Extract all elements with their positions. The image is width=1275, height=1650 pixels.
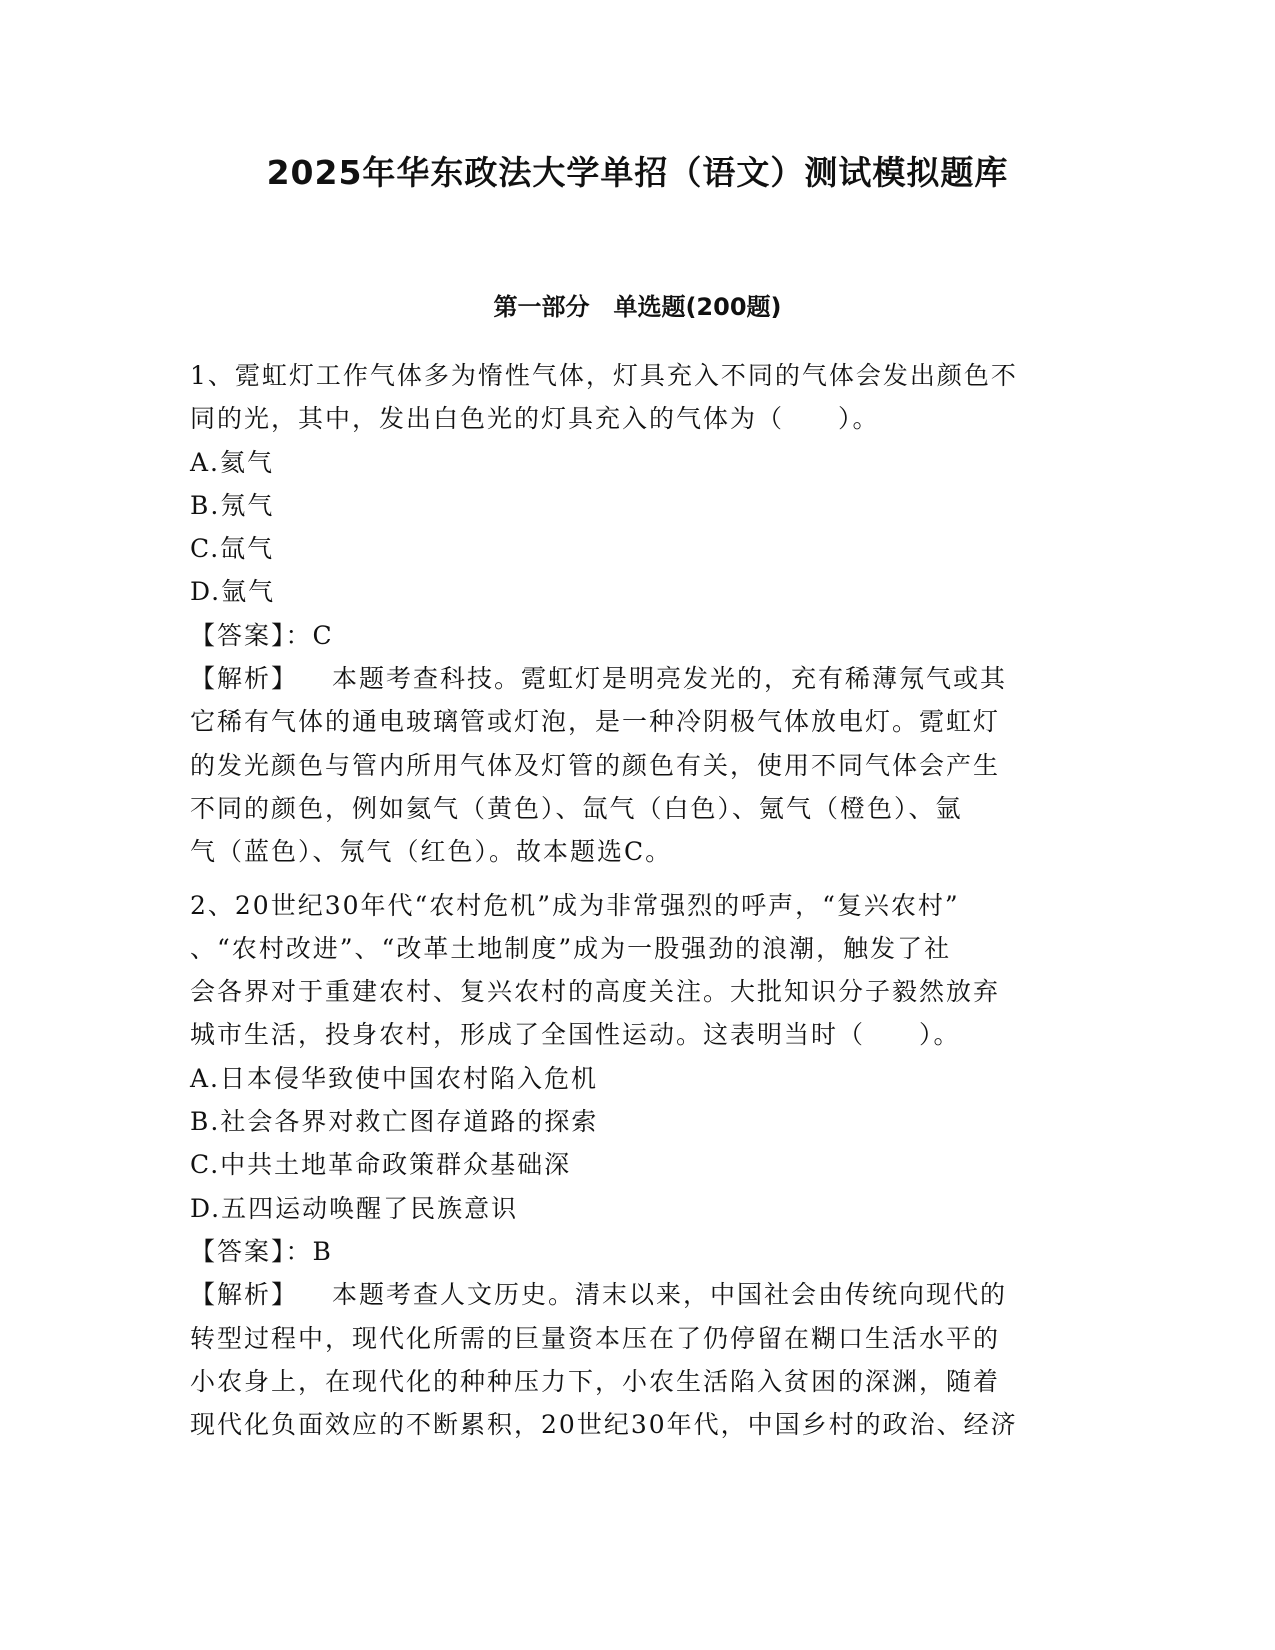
explanation-text: 本题考查科技。霓虹灯是明亮发光的，充有稀薄氖气或其 [332, 664, 1008, 694]
question-stem-line: 同的光，其中，发出白色光的灯具充入的气体为（ ）。 [190, 404, 880, 434]
question-item [190, 354, 1095, 874]
explanation-line: 的发光颜色与管内所用气体及灯管的颜色有关，使用不同气体会产生 [190, 750, 1001, 780]
option-b: B.氖气 [190, 490, 275, 520]
explanation-text: 本题考查人文历史。清末以来，中国社会由传统向现代的 [332, 1280, 1008, 1310]
option-d: D.五四运动唤醒了民族意识 [190, 1193, 519, 1223]
explanation-line: 它稀有气体的通电玻璃管或灯泡，是一种冷阴极气体放电灯。霓虹灯 [190, 707, 1001, 737]
question-list [190, 354, 1095, 1456]
explanation-line [190, 657, 1095, 700]
answer-label: 【答案】： [190, 620, 313, 650]
explanation-label: 【解析】 [190, 1280, 299, 1310]
question-stem-line: 2、20世纪30年代“农村危机”成为非常强烈的呼声，“复兴农村” [190, 890, 960, 920]
question-stem-line: 1、霓虹灯工作气体多为惰性气体，灯具充入不同的气体会发出颜色不 [190, 361, 1018, 390]
question-stem-line: 、“农村改进”、“改革土地制度”成为一股强劲的浪潮，触发了社 [190, 933, 952, 963]
option-c: C.氙气 [190, 534, 275, 564]
answer-value: C [312, 620, 334, 650]
option-c: C.中共土地革命政策群众基础深 [190, 1150, 572, 1180]
question-stem-line: 城市生活，投身农村，形成了全国性运动。这表明当时（ ）。 [190, 1020, 961, 1050]
option-b: B.社会各界对救亡图存道路的探索 [190, 1107, 599, 1137]
question-item [190, 884, 1095, 1447]
document-title: 2025年华东政法大学单招（语文）测试模拟题库 [266, 153, 1009, 192]
explanation-line [190, 1273, 1095, 1316]
answer-line [190, 614, 1095, 657]
option-a: A.氦气 [190, 447, 275, 477]
option-a: A.日本侵华致使中国农村陷入危机 [190, 1063, 599, 1093]
section-title: 第一部分 单选题(200题) [493, 293, 782, 321]
explanation-line: 气（蓝色）、氖气（红色）。故本题选C。 [190, 837, 673, 867]
explanation-label: 【解析】 [190, 664, 299, 694]
question-stem-line: 会各界对于重建农村、复兴农村的高度关注。大批知识分子毅然放弃 [190, 977, 1001, 1007]
explanation-line: 不同的颜色，例如氦气（黄色）、氙气（白色）、氪气（橙色）、氩 [190, 793, 963, 823]
answer-line [190, 1230, 1095, 1273]
option-d: D.氩气 [190, 577, 276, 607]
answer-value: B [312, 1236, 333, 1266]
explanation-line: 转型过程中，现代化所需的巨量资本压在了仍停留在糊口生活水平的 [190, 1323, 1001, 1353]
answer-label: 【答案】： [190, 1236, 313, 1266]
explanation-line: 现代化负面效应的不断累积，20世纪30年代，中国乡村的政治、经济 [190, 1410, 1018, 1440]
explanation-line: 小农身上，在现代化的种种压力下，小农生活陷入贫困的深渊，随着 [190, 1366, 1001, 1396]
